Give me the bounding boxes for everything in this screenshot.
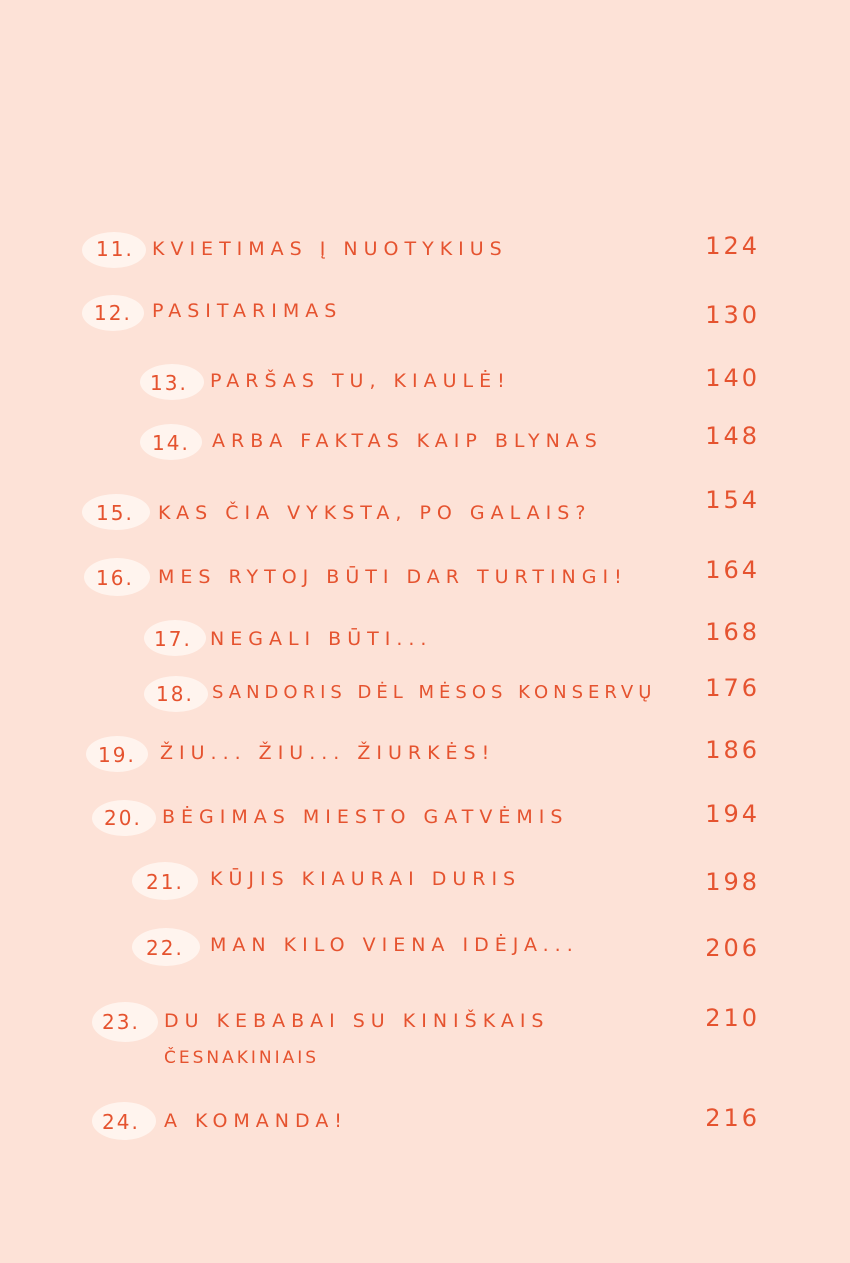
chapter-number: 21. — [146, 870, 184, 894]
toc-entry[interactable] — [0, 486, 850, 534]
toc-entry[interactable] — [0, 672, 850, 716]
page-number: 176 — [705, 674, 760, 702]
page-number: 194 — [705, 800, 760, 828]
chapter-number: 16. — [96, 566, 134, 590]
chapter-title: ARBA FAKTAS KAIP BLYNAS — [212, 430, 603, 452]
chapter-number: 17. — [154, 627, 192, 651]
page-number: 130 — [705, 301, 760, 329]
toc-entry[interactable] — [0, 420, 850, 464]
toc-entry[interactable] — [0, 732, 850, 776]
chapter-title: A KOMANDA! — [164, 1110, 348, 1132]
page-number: 206 — [705, 934, 760, 962]
chapter-number: 24. — [102, 1110, 140, 1134]
chapter-title: ŽIU... ŽIU... ŽIURKĖS! — [160, 742, 496, 764]
chapter-number: 14. — [152, 431, 190, 455]
chapter-title: KAS ČIA VYKSTA, PO GALAIS? — [158, 502, 592, 524]
chapter-number: 22. — [146, 936, 184, 960]
page-number: 164 — [705, 556, 760, 584]
chapter-title: MAN KILO VIENA IDĖJA... — [210, 934, 579, 956]
toc-entry[interactable] — [0, 928, 850, 972]
toc-entry[interactable] — [0, 618, 850, 662]
chapter-number: 20. — [104, 806, 142, 830]
chapter-number: 18. — [156, 682, 194, 706]
page-number: 210 — [705, 1004, 760, 1032]
toc-entry[interactable] — [0, 360, 850, 404]
toc-entry[interactable] — [0, 228, 850, 272]
toc-entry[interactable] — [0, 1100, 850, 1144]
chapter-title: PASITARIMAS — [152, 300, 343, 322]
chapter-title: KŪJIS KIAURAI DURIS — [210, 868, 522, 890]
chapter-number: 19. — [98, 743, 136, 767]
page-number: 148 — [705, 422, 760, 450]
page-number: 124 — [705, 232, 760, 260]
chapter-number: 11. — [96, 237, 134, 261]
chapter-title: PARŠAS TU, KIAULĖ! — [210, 370, 511, 392]
chapter-title: DU KEBABAI SU KINIŠKAIS — [164, 1010, 550, 1032]
toc-entry[interactable] — [0, 796, 850, 840]
chapter-title: SANDORIS DĖL MĖSOS KONSERVŲ — [212, 682, 657, 703]
page-number: 168 — [705, 618, 760, 646]
chapter-title: BĖGIMAS MIESTO GATVĖMIS — [162, 806, 569, 828]
toc-entry[interactable] — [0, 860, 850, 904]
page-number: 186 — [705, 736, 760, 764]
page-number: 140 — [705, 364, 760, 392]
chapter-title: NEGALI BŪTI... — [210, 628, 433, 650]
toc-entry[interactable] — [0, 292, 850, 336]
chapter-title-continued: ČESNAKINIAIS — [164, 1048, 320, 1068]
page-number: 216 — [705, 1104, 760, 1132]
chapter-title: MES RYTOJ BŪTI DAR TURTINGI! — [158, 566, 628, 588]
page-number: 154 — [705, 486, 760, 514]
chapter-title: KVIETIMAS Į NUOTYKIUS — [152, 238, 508, 260]
page-number: 198 — [705, 868, 760, 896]
toc-entry[interactable] — [0, 556, 850, 600]
toc-entry[interactable] — [0, 1002, 850, 1082]
chapter-number: 12. — [94, 301, 132, 325]
chapter-number: 13. — [150, 371, 188, 395]
chapter-number: 15. — [96, 501, 134, 525]
chapter-number: 23. — [102, 1010, 140, 1034]
